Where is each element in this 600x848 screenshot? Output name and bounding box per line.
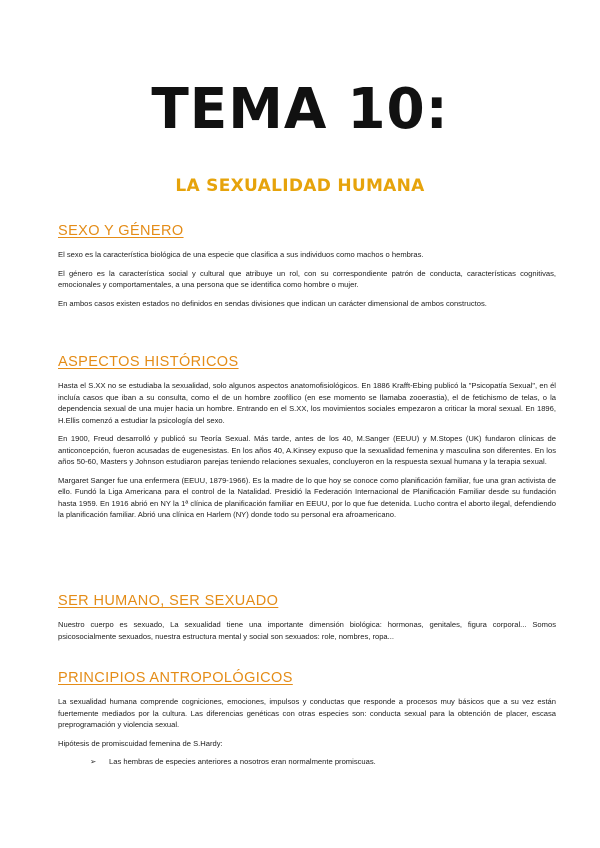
paragraph: En ambos casos existen estados no definidos en sendas divisiones que indican un carácter dimensional de ambos constructos. [58, 298, 487, 308]
page-subtitle: LA SEXUALIDAD HUMANA [175, 176, 425, 196]
section-heading: SEXO Y GÉNERO [58, 223, 184, 239]
page-title: TEMA 10: [151, 77, 449, 142]
section-heading: SER HUMANO, SER SEXUADO [58, 593, 279, 609]
section-principios-antropologicos [58, 670, 556, 768]
section-aspectos-historicos [58, 354, 556, 528]
arrow-bullet-icon: ➢ [90, 757, 97, 766]
list-item-text: Las hembras de especies anteriores a nosotros eran normalmente promiscuas. [109, 757, 376, 766]
paragraph: La sexualidad humana comprende cogniciones, emociones, impulsos y conductas que responde a procesos muy básicos que a su vez están fuertemente mediados por la cultura. Las diferencias genéticas con otras especies son: conducta sexual para la obtención de placer, escasa preprogramación y violencia sexual. [58, 697, 556, 729]
paragraph: Hasta el S.XX no se estudiaba la sexualidad, solo algunos aspectos anatomofisiológicos. En 1886 Krafft-Ebing publicó la "Psicopatía Sexual", en él incluía casos que iban a su consulta, como el de un hombre zoofílico (en ese momento se llamaba zooerastia), el de fetichismo de telas, o la dependencia sexual de una mujer hacia un hombre. Entrando en el S.XX, los movimientos sociales empezaron a criticar la moral sexual. En 1896, H.Ellis comenzó a estudiar la psicología del sexo. [58, 381, 556, 425]
section-heading: ASPECTOS HISTÓRICOS [58, 354, 239, 370]
paragraph: Hipótesis de promiscuidad femenina de S.Hardy: [58, 738, 223, 748]
list-item [58, 756, 556, 768]
paragraph: Nuestro cuerpo es sexuado, La sexualidad tiene una importante dimensión biológica: hormonas, genitales, figura corporal... Somos psicosocialmente sexuados, nuestra estructura mental y social son sexuados: role, nombres, ropa... [58, 620, 556, 641]
paragraph: En 1900, Freud desarrolló y publicó su Teoría Sexual. Más tarde, antes de los 40, M.Sanger (EEUU) y M.Stopes (UK) fundaron clínicas de anticoncepción, fueron acusadas de eugenesistas. En los años 40, A.Kinsey expuso que la sexualidad femenina y masculina son diferentes. En los años 50-60, Masters y Johnson estudiaron parejas teniendo relaciones sexuales, concluyeron en la respuesta sexual humana y la terapia sexual. [58, 434, 556, 466]
paragraph: El género es la característica social y cultural que atribuye un rol, con su correspondiente patrón de conducta, características cognitivas, emocionales y comportamentales, a una persona que se identifica como hombre o mujer. [58, 268, 556, 289]
paragraph: El sexo es la característica biológica de una especie que clasifica a sus individuos como machos o hembras. [58, 250, 424, 259]
section-ser-humano [58, 593, 556, 649]
section-sexo-genero [58, 223, 556, 316]
section-heading: PRINCIPIOS ANTROPOLÓGICOS [58, 670, 293, 686]
paragraph: Margaret Sanger fue una enfermera (EEUU, 1879-1966). Es la madre de lo que hoy se conoce como planificación familiar, fue una gran activista de ello. Fundó la Liga Americana para el control de la Natalidad. Presidió la Federación Internacional de Planificación Familiar desde su fundación hasta 1959. En 1916 abrió en NY la 1ª clínica de planificación familiar en EEUU, por lo que fue detenida. Lucho contra el aborto ilegal, defendiendo la planificación familiar. Abrió una clínica en Harlem (NY) donde todo su personal era afroamericano. [58, 475, 556, 519]
